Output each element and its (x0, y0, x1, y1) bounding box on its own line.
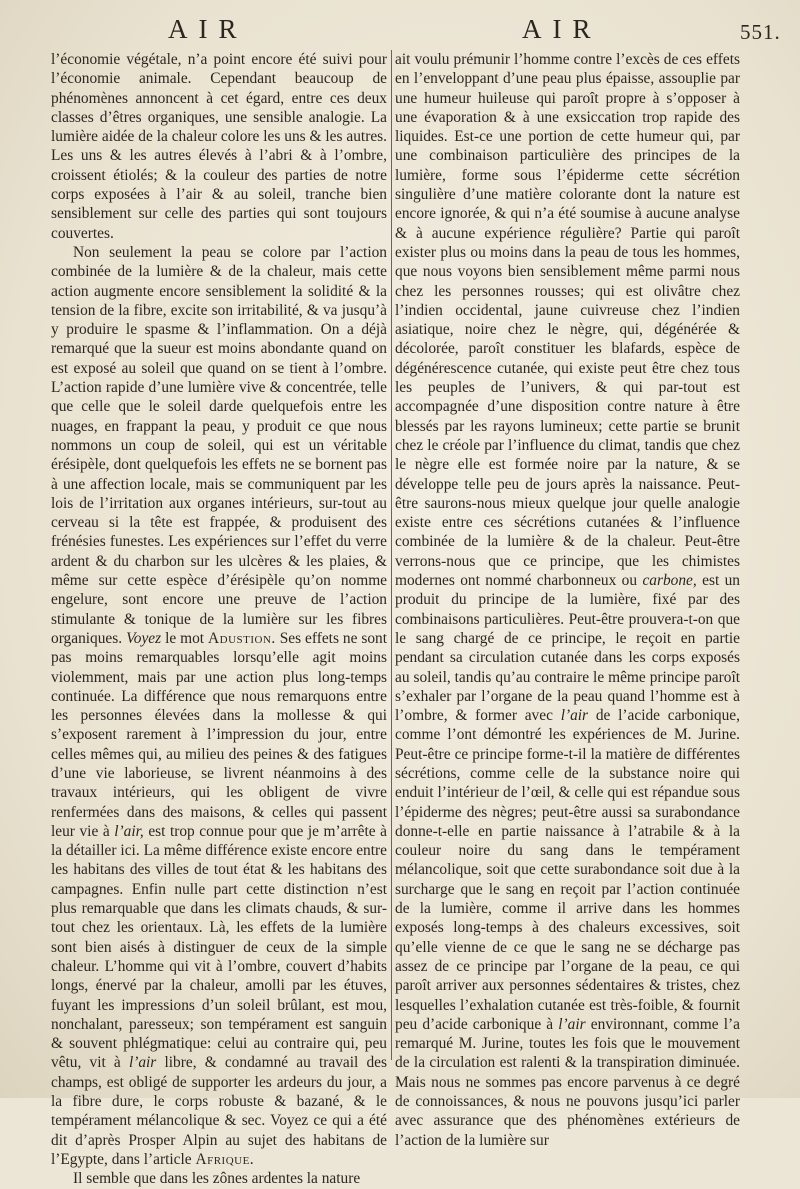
paragraph-continued (395, 50, 740, 1150)
term-air: l’air (558, 1015, 586, 1033)
term-air: l’air (560, 707, 589, 725)
paragraph-2-text-c: Ses effets ne sont pas moins remarquables lorsqu’elle agit moins violemment, mais par une action plus long-temps continuée. La différence que nous remarquons entre les personnes élevées dans la mollesse & qui s’exposent rarement à l’impression du jour, entre celles mêmes qui, au milieu des peines & des fatigues d’une vie laborieuse, se livrent néanmoins à des travaux intérieurs, qui les obligent de vivre renfermées dans des maisons, & celles qui passent leur vie à (51, 629, 387, 840)
paragraph-2-text-a: Non seulement la peau se colore par l’action combinée de la lumière & de la chaleur, mais cette action augmente encore sensiblement la solidité & la tension de la fibre, excite son irritabilité, & va jusqu’à y produire le spasme & l’inflammation. On a déjà remarqué que la sueur est moins abondante quand on est exposé au soleil que quand on se tient à l’ombre. L’action rapide d’une lumière vive & concentrée, telle que celle que le soleil darde quelquefois entre les nuages, en frappant la peau, y produit ce que nous nommons un coup de soleil, qui est un véritable érésipèle, dont quelquefois les effets ne se bornent pas à une affection locale, mais se communiquent par les lois de l’irritation aux organes intérieurs, sur-tout au cerveau si la tête est frappée, & produisent des frénésies funestes. Les expériences sur l’effet du verre ardent & du charbon sur les ulcères & les plaies, & même sur cette espèce d’érésipèle qu’on nomme engelure, sont encore une preuve de l’action stimulante & tonique de la lumière sur les fibres organiques. (51, 243, 387, 647)
voyez-label: Voyez (126, 629, 162, 647)
right-column (395, 50, 740, 1150)
paragraph-2-text-d: est trop connue pour que je m’arrête à la détailler ici. La même différence existe encore entre les habitans des villes de tout état & les habitans des campagnes. Enfin nulle part cette distinction n’est plus remarquable que dans les climats chauds, & sur-tout chez les orientaux. Là, les effets de la lumière sont bien aisés à distinguer de ceux de la simple chaleur. L’homme qui vit à l’ombre, couvert d’habits longs, énervé par la chaleur, amolli par les étuves, fuyant les impressions d’un soleil brûlant, est mou, nonchalant, paresseux; son tempérament est sanguin & souvent phlégmatique: celui au contraire qui, peu vêtu, vit à (51, 822, 387, 1072)
paragraph-2-text-b: le mot (165, 629, 205, 647)
paragraph-continued-text-a: ait voulu prémunir l’homme contre l’excès de ces effets en l’enveloppant d’une peau plus épaisse, assouplie par une humeur huileuse qui paroît propre à s’opposer à une évaporation & à une exsiccation trop rapide des liquides. Est-ce une portion de cette humeur qui, par une combinaison particulière des principes de la lumière, forme sous l’épiderme cette sécrétion singulière d’une matière colorante dont la nature est encore ignorée, & qui n’a été soumise à aucune analyse & à aucune expérience régulière? Partie qui paroît exister plus ou moins dans la peau de tous les hommes, que nous voyons bien sensiblement même parmi nous chez les personnes rousses; qui est olivâtre chez l’indien occidental, jaune cuivreuse chez l’indien asiatique, noire chez le nègre, qui, dégénérée & décolorée, paroît constituer les blafards, espèce de dégénérescence cutanée, qui existe peut être chez tous les peuples de l’univers, & qui par-tout est accompagnée d’une disposition contre nature à être blessés par les rayons lumineux; cette partie se brunit chez le créole par l’influence du climat, tandis que chez le nègre elle est formée noire par la nature, & se développe telle peu de jours après la naissance. Peut-être saurons-nous mieux quelque jour quelle analogie existe entre ces sécrétions cutanées & l’influence combinée de la lumière & de la chaleur. Peut-être verrons-nous que ce principe, que les chimistes modernes ont nommé charbonneux ou (395, 51, 740, 590)
column-divider (391, 50, 392, 1060)
term-carbone: carbone, (642, 572, 697, 590)
cross-reference-afrique: Afrique. (195, 1150, 255, 1168)
left-column (51, 50, 387, 1189)
paragraph-continued-text-d: environnant, comme l’a remarqué M. Jurine, toutes les fois que le mouvement de la circulation est ralenti & la transpiration diminuée. Mais nous ne sommes pas encore parvenus à ce degré de connoissances, & nous ne pouvons jusqu’ici parler avec assurance que des phénomènes extérieurs de l’action de la lumière sur (395, 1015, 740, 1149)
paragraph-2 (51, 243, 387, 1169)
running-head-left: AIR (168, 14, 248, 44)
term-air: l’air, (114, 822, 144, 840)
cross-reference-adustion: Adustion. (208, 629, 276, 647)
term-air: l’air (128, 1054, 157, 1072)
paragraph-continued-text-b: est un produit du principe de la lumière, fixé par des combinaisons particulières. Peut-être prouvera-t-on que le sang chargé de ce principe, le reçoit en partie pendant sa circulation cutanée dans les corps exposés au soleil, tandis qu’au contraire le même principe paroît s’exhaler par l’organe de la peau quand l’homme est à l’ombre, & former avec (395, 572, 740, 725)
paragraph-continued-text-c: de l’acide carbonique, comme l’ont démontré les expériences de M. Jurine. Peut-être ce principe forme-t-il la matière de différentes sécrétions, comme celle de la substance noire qui enduit l’intérieur de l’œil, & celle qui est répandue sous l’épiderme des nègres; peut-être aussi sa surabondance donne-t-elle en partie naissance à l’atrabile & à la couleur noire du sang dans le tempérament mélancolique, soit que cette surabondance soit due à la surcharge que le sang en reçoit par l’action continuée de la lumière, comme il arrive dans les hommes exposés long-temps à des chaleurs excessives, soit qu’elle vienne de ce que le sang ne se décharge pas assez de ce principe par l’organe de la peau, ce qui paroît arriver aux personnes sédentaires & tristes, chez lesquelles l’exhalation cutanée est très-foible, & fournit peu d’acide carbonique à (395, 707, 740, 1033)
paragraph-2-text-e: libre, & condamné au travail des champs, est obligé de supporter les ardeurs du jour, a la fibre dure, le corps robuste & bazané, & le tempérament mélancolique & sec. Voyez ce qui a été dit d’après Prosper Alpin au sujet des habitans de l’Egypte, dans l’article (51, 1054, 387, 1168)
page-number: 551. (740, 20, 781, 44)
paragraph-1: l’économie végétale, n’a point encore été suivi pour l’économie animale. Cependant beaucoup de phénomènes annoncent à cet égard, entre ces deux classes d’êtres organiques, une sensible analogie. La lumière aidée de la chaleur colore les uns & les autres. Les uns & les autres élevés à l’abri & à l’ombre, croissent étiolés; & la couleur des parties de notre corps exposées à l’air & au soleil, tranche bien sensiblement sur celle des parties qui sont toujours couvertes. (51, 51, 387, 242)
running-head-right: AIR (522, 14, 602, 44)
paragraph-3: Il semble que dans les zônes ardentes la nature (73, 1170, 361, 1188)
